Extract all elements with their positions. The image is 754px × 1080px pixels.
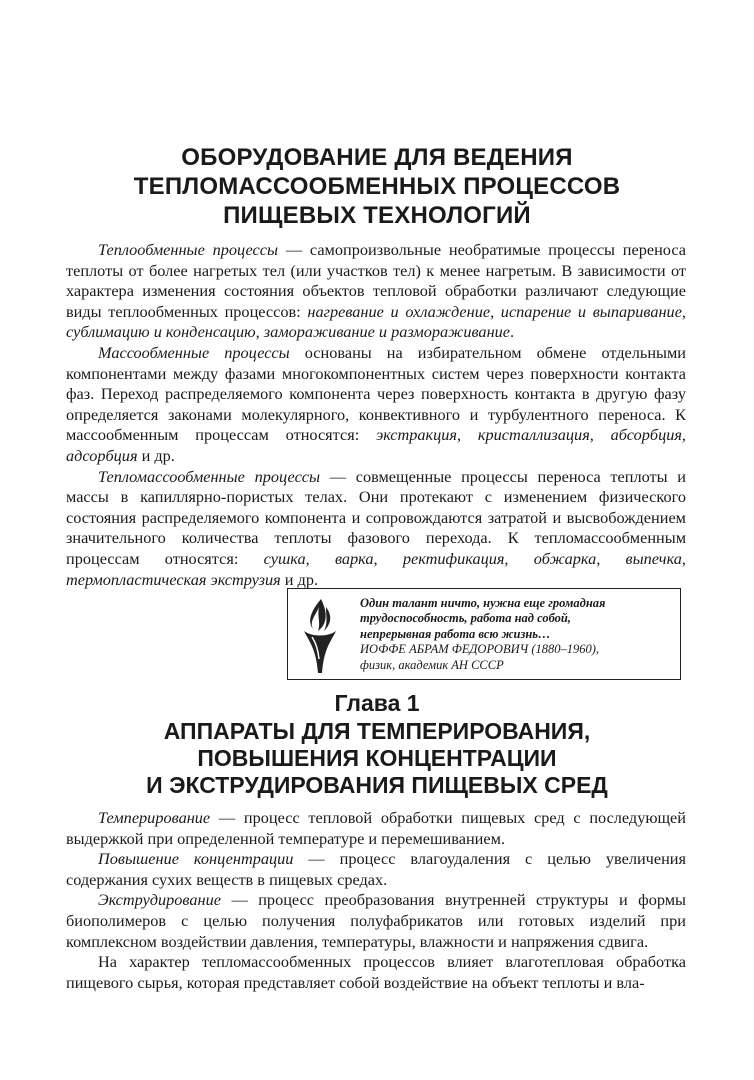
chapter-text xyxy=(66,808,686,993)
chapter-number: Глава 1 xyxy=(334,690,420,716)
paragraph-end: . xyxy=(510,322,515,342)
epigraph-box xyxy=(287,588,681,680)
term: Экструдирование xyxy=(98,890,221,910)
epigraph-line: непрерывная работа всю жизнь… xyxy=(360,626,551,641)
section-title-line: ОБОРУДОВАНИЕ ДЛЯ ВЕДЕНИЯ xyxy=(181,144,573,171)
paragraph-text: основаны на избирательном обмене отдельными компонентами между фазами многокомпонентных систем через поверхности контакта фаз. Переход распределяемого компонента через поверхность контакта в другую фазу определяется законами молекулярного, конвективного и турбулентного переноса. К массообменным процессам относятся: xyxy=(66,342,686,445)
epigraph-author-title: физик, академик АН СССР xyxy=(360,657,504,672)
section-title-line: ТЕПЛОМАССООБМЕННЫХ ПРОЦЕССОВ xyxy=(133,173,621,200)
examples: экстракция, кристаллизация, абсорбция, адсорбция xyxy=(66,425,686,465)
epigraph-line: Один талант ничто, нужна еще громадная xyxy=(360,596,606,610)
epigraph-author: ИОФФЕ АБРАМ ФЕДОРОВИЧ (1880–1960), xyxy=(360,642,600,657)
term: Тепломассообменные процессы xyxy=(98,466,321,486)
chapter-title-line: АППАРАТЫ ДЛЯ ТЕМПЕРИРОВАНИЯ, xyxy=(163,718,591,744)
epigraph-line: трудоспособность, работа над собой, xyxy=(360,611,571,626)
paragraph-text: — процесс влагоудаления с целью увеличения содержания сухих веществ в пищевых средах. xyxy=(66,849,686,889)
paragraph-mass-exchange xyxy=(66,343,686,467)
term: Массообменные процессы xyxy=(98,342,290,362)
examples: сушка, варка, ректификация, обжарка, выпечка, термопластическая экструзия xyxy=(66,548,686,589)
paragraph-text: На характер тепломассообменных процессов влияет влаготепловая обработка пищевого сырья, которая представляет собой воздействие на объект теплоты и вла- xyxy=(66,952,686,992)
chapter-title xyxy=(60,718,694,799)
paragraph-text: — процесс преобразования внутренней структуры и формы биополимеров с целью получения полуфабрикатов или готовых изделий при комплексном воздействии давления, температуры, влажности и напряжения сдвига. xyxy=(66,890,686,951)
intro-text xyxy=(66,240,686,590)
section-title-line: ПИЩЕВЫХ ТЕХНОЛОГИЙ xyxy=(223,202,531,229)
paragraph-heat-mass-exchange xyxy=(66,467,686,591)
paragraph-text: — процесс тепловой обработки пищевых сред с последующей выдержкой при определенной температуре и перемешиванием. xyxy=(66,808,686,848)
paragraph-text: — самопроизвольные необратимые процессы переноса теплоты от более нагретых тел (или участков тел) к менее нагретым. В зависимости от характера изменения состояния объектов тепловой обработки различают следующие виды теплообменных процессов: xyxy=(66,240,686,321)
section-title xyxy=(60,143,694,230)
epigraph-text xyxy=(360,596,678,673)
paragraph-extrusion xyxy=(66,890,686,952)
chapter-heading xyxy=(60,688,694,799)
term: Повышение концентрации xyxy=(98,849,294,869)
chapter-title-line: И ЭКСТРУДИРОВАНИЯ ПИЩЕВЫХ СРЕД xyxy=(146,772,608,798)
examples: нагревание и охлаждение, испарение и выпаривание, сублимацию и конденсацию, замораживание и размораживание xyxy=(66,301,686,342)
paragraph-end: и др. xyxy=(280,569,319,589)
term: Теплообменные процессы xyxy=(98,240,279,259)
term: Темперирование xyxy=(98,808,211,827)
chapter-title-line: ПОВЫШЕНИЯ КОНЦЕНТРАЦИИ xyxy=(197,745,557,771)
paragraph-text: — совмещенные процессы переноса теплоты и массы в капиллярно-пористых телах. Они протекают с изменением физического состояния распределяемого компонента и сопровождаются затратой и высвобождением значительного количества теплоты фазового перехода. К тепломассообменным процессам относятся: xyxy=(66,466,686,568)
paragraph-moisture-heat xyxy=(66,952,686,993)
paragraph-tempering xyxy=(66,808,686,849)
paragraph-end: и др. xyxy=(137,445,175,465)
torch-flame-icon xyxy=(302,597,338,675)
paragraph-concentration xyxy=(66,849,686,890)
paragraph-heat-exchange xyxy=(66,240,686,343)
